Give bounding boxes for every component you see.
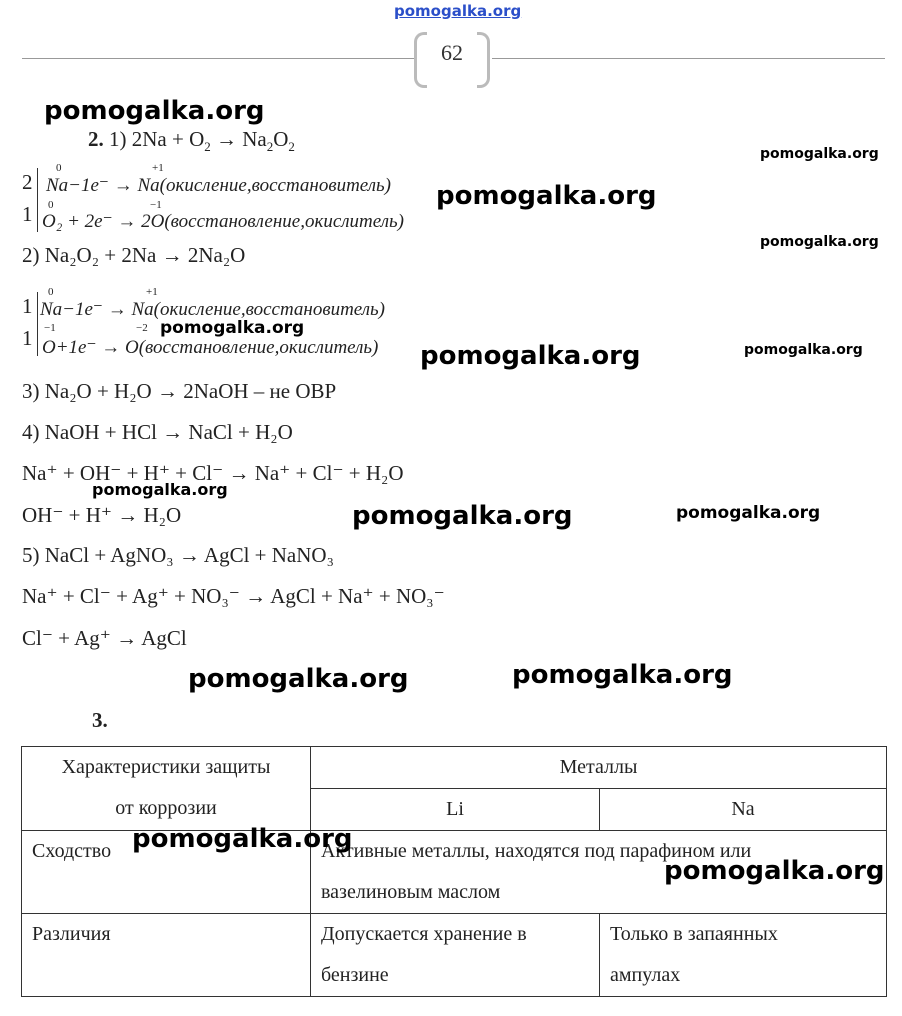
header-metals: Металлы [311,747,887,789]
watermark: pomogalka.org [512,660,733,690]
row-difference-li-line2: бензине [321,964,389,986]
reaction-5: 5) NaCl + AgNO₃ → AgCl + NaNO₃ [22,543,334,567]
header-na: Na [600,789,887,831]
balance-1-bar [37,168,38,232]
watermark: pomogalka.org [436,181,657,211]
ox-state-1b: +1 [152,162,164,174]
page-number: 62 [441,40,463,65]
balance-2-coef-1: 1 [22,294,33,318]
header-char-line1: Характеристики защиты [61,756,271,778]
watermark: pomogalka.org [44,96,265,126]
header-rule-left [22,58,417,59]
watermark: pomogalka.org [92,480,228,499]
task3-number: 3. [92,708,108,732]
watermark: pomogalka.org [676,503,821,523]
reaction-2: 2) Na₂O₂ + 2Na → 2Na₂O [22,243,246,267]
reaction-4-ionic: Na⁺ + OH⁻ + H⁺ + Cl⁻ → Na⁺ + Cl⁻ + H₂O [22,461,404,485]
ox-state-3a: 0 [48,286,54,298]
row-difference-label: Различия [22,914,311,997]
watermark: pomogalka.org [760,234,879,250]
row-difference-li-line1: Допускается хранение в [321,923,527,945]
ox-state-3b: +1 [146,286,158,298]
page-number-box [414,32,490,84]
watermark: pomogalka.org [160,318,305,338]
reaction-1-c: O [273,127,289,151]
reaction-1-a: 2Na + O [131,127,205,151]
half-reaction-1: Na−1e⁻ → Na(окисление,восстановитель) [46,175,392,196]
watermark: pomogalka.org [744,342,863,358]
reaction-5-short: Cl⁻ + Ag⁺ → AgCl [22,626,187,650]
reaction-1-sub1: 2 [204,139,211,155]
reaction-5-ionic: Na⁺ + Cl⁻ + Ag⁺ + NO₃⁻ → AgCl + Na⁺ + NO₃⁻ [22,584,445,608]
reaction-1-number: 1) [109,127,127,151]
reaction-4-short: OH⁻ + H⁺ → H₂O [22,503,182,527]
row-difference-na-line1: Только в запаянных [610,923,778,945]
reaction-3: 3) Na₂O + H₂O → 2NaOH – не ОВР [22,379,337,403]
half-reaction-2: O₂ + 2e⁻ → 2O(восстановление,окислитель) [42,211,404,232]
balance-1-coef-1: 2 [22,170,33,194]
ox-state-2b: −1 [150,199,162,211]
balance-2-bar [37,292,38,356]
reaction-1-sub2: 2 [266,139,274,155]
half-reaction-4: O+1e⁻ → O(восстановление,окислитель) [42,337,379,358]
watermark: pomogalka.org [188,664,409,694]
reaction-1 [88,127,295,155]
watermark: pomogalka.org [760,146,879,162]
header-rule-right [492,58,885,59]
ox-state-2a: 0 [48,199,54,211]
watermark: pomogalka.org [664,856,885,886]
row-similarity-line1: Активные металлы, находятся под парафином или [321,840,752,862]
reaction-4: 4) NaOH + HCl → NaCl + H₂O [22,420,293,444]
ox-state-4b: −2 [136,322,148,334]
task2-number: 2. [88,127,104,151]
watermark: pomogalka.org [420,341,641,371]
row-difference-li [311,914,600,997]
watermark: pomogalka.org [132,824,353,854]
balance-2-coef-2: 1 [22,326,33,350]
reaction-1-sub3: 2 [288,139,295,155]
reaction-1-b: → Na [210,127,267,151]
row-difference-na [600,914,887,997]
row-similarity-label: Сходство [22,831,311,914]
site-link[interactable]: pomogalka.org [394,2,522,20]
balance-1-coef-2: 1 [22,202,33,226]
ox-state-1a: 0 [56,162,62,174]
header-characteristics [22,747,311,831]
row-difference-na-line2: ампулах [610,964,681,986]
header-li: Li [311,789,600,831]
half-reaction-3: Na−1e⁻ → Na(окисление,восстановитель) [40,299,386,320]
header-char-line2: от коррозии [115,797,217,819]
row-similarity-line2: вазелиновым маслом [321,881,501,903]
watermark: pomogalka.org [352,501,573,531]
ox-state-4a: −1 [44,322,56,334]
